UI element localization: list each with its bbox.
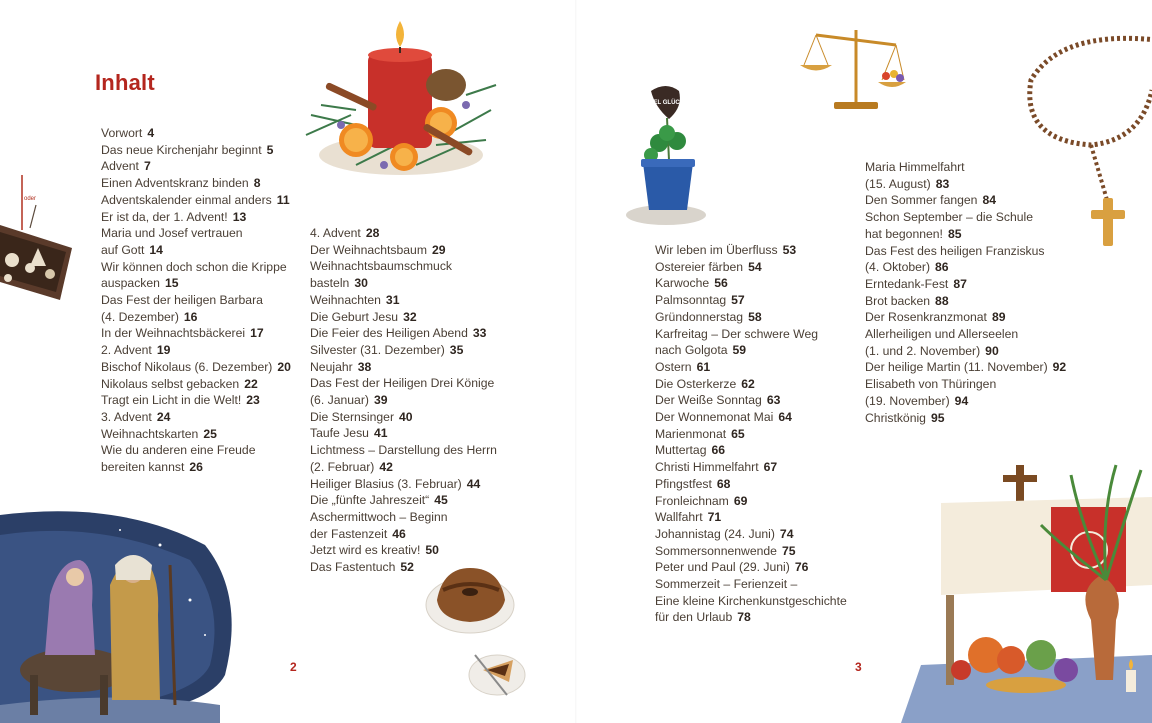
toc-entry[interactable] xyxy=(310,459,502,476)
toc-entry-title: nach Golgota xyxy=(655,343,728,358)
toc-entry[interactable] xyxy=(101,426,292,443)
toc-entry[interactable] xyxy=(310,359,502,376)
toc-entry-title: auf Gott xyxy=(101,242,145,257)
gugelhupf-cake-illustration xyxy=(425,560,530,705)
toc-entry-title: (4. Oktober) xyxy=(865,260,931,275)
toc-entry-title: Einen Adventskranz binden xyxy=(101,176,249,191)
toc-entry-page: 95 xyxy=(930,410,945,425)
toc-entry[interactable] xyxy=(101,376,292,393)
toc-entry-page: 35 xyxy=(449,342,464,357)
right-page xyxy=(576,0,1152,723)
toc-entry[interactable] xyxy=(101,125,292,142)
toc-entry[interactable] xyxy=(865,393,1066,410)
toc-entry-title: Die Osterkerze xyxy=(655,376,737,391)
toc-entry-title: (4. Dezember) xyxy=(101,309,179,324)
toc-entry-page: 74 xyxy=(779,526,794,541)
toc-entry-page: 28 xyxy=(365,226,380,240)
toc-entry-page: 66 xyxy=(711,443,726,458)
toc-entry-title: Allerheiligen und Allerseelen xyxy=(865,327,1019,342)
toc-entry-title: (19. November) xyxy=(865,393,950,408)
toc-entry-title: Weihnachten xyxy=(310,292,381,307)
toc-entry-page: 46 xyxy=(392,526,406,541)
toc-entry-title: Das Fest der heiligen Barbara xyxy=(101,293,263,308)
toc-entry-title: Maria und Josef vertrauen xyxy=(101,226,243,241)
toc-entry[interactable] xyxy=(865,259,1066,276)
toc-entry-title: Der Rosenkranzmonat xyxy=(865,310,987,325)
toc-entry-page: 32 xyxy=(403,309,417,324)
toc-entry-title: Bischof Nikolaus (6. Dezember) xyxy=(101,359,273,374)
toc-entry-page: 42 xyxy=(379,459,393,474)
toc-entry-page: 75 xyxy=(781,543,796,558)
toc-entry-title: der Fastenzeit xyxy=(310,526,388,541)
harvest-altar-illustration xyxy=(901,455,1152,723)
toc-entry-title: 3. Advent xyxy=(101,409,152,424)
toc-entry-page: 39 xyxy=(373,393,388,408)
toc-entry-page: 69 xyxy=(733,493,748,508)
toc-entry-title: Ostereier färben xyxy=(655,259,744,274)
toc-entry-title: (1. und 2. November) xyxy=(865,343,981,358)
toc-entry[interactable] xyxy=(655,426,852,443)
toc-entry-title: Er ist da, der 1. Advent! xyxy=(101,209,228,224)
lucky-clover-pot-illustration xyxy=(621,85,711,230)
toc-entry-page: 78 xyxy=(737,610,751,625)
toc-entry[interactable] xyxy=(310,492,502,509)
toc-entry-title: Die Sternsinger xyxy=(310,409,394,424)
toc-entry[interactable] xyxy=(310,292,502,309)
toc-entry-title: Das Fest des heiligen Franziskus xyxy=(865,243,1045,258)
toc-entry-title: Sommersonnenwende xyxy=(655,543,777,558)
toc-entry[interactable] xyxy=(655,442,852,459)
toc-entry-title: auspacken xyxy=(101,276,160,291)
holy-family-journey-illustration xyxy=(0,505,240,723)
toc-entry-title: Palmsonntag xyxy=(655,293,727,308)
toc-entry-title: (15. August) xyxy=(865,176,931,191)
toc-entry-page: 11 xyxy=(276,192,290,207)
toc-entry-page: 65 xyxy=(731,426,745,441)
toc-entry[interactable] xyxy=(655,326,852,343)
toc-entry[interactable] xyxy=(310,375,502,392)
toc-entry-title: 2. Advent xyxy=(101,343,152,358)
toc-entry-page: 23 xyxy=(246,393,260,408)
toc-entry-title: Nikolaus selbst gebacken xyxy=(101,376,240,391)
toc-entry-title: Christkönig xyxy=(865,410,926,425)
toc-entry[interactable] xyxy=(310,526,502,543)
toc-entry-page: 67 xyxy=(763,460,778,475)
toc-entry-title: Wir können doch schon die Krippe xyxy=(101,259,287,274)
toc-entry-title: Marienmonat xyxy=(655,426,727,441)
toc-entry[interactable] xyxy=(101,459,292,476)
toc-entry-title: Heiliger Blasius (3. Februar) xyxy=(310,476,462,491)
toc-entry[interactable] xyxy=(101,142,292,159)
toc-entry-title: Fronleichnam xyxy=(655,493,729,508)
toc-entry-title: Der heilige Martin (11. November) xyxy=(865,360,1048,375)
toc-entry[interactable] xyxy=(310,392,502,409)
toc-entry[interactable] xyxy=(310,325,502,342)
toc-entry-page: 89 xyxy=(991,310,1006,325)
toc-entry[interactable] xyxy=(655,476,852,493)
toc-entry-title: Das neue Kirchenjahr beginnt xyxy=(101,142,262,157)
toc-entry[interactable] xyxy=(310,309,502,326)
toc-entry-title: Gründonnerstag xyxy=(655,309,744,324)
toc-entry-title: Lichtmess – Darstellung des Herrn xyxy=(310,443,497,458)
toc-entry-page: 94 xyxy=(954,393,969,408)
toc-entry[interactable] xyxy=(101,359,292,376)
toc-entry-page: 58 xyxy=(748,309,762,324)
toc-entry[interactable] xyxy=(655,309,852,326)
toc-entry[interactable] xyxy=(310,476,502,493)
toc-entry-title: Das Fastentuch xyxy=(310,560,396,575)
toc-entry[interactable] xyxy=(865,276,1066,293)
toc-entry-title: Ostern xyxy=(655,359,692,374)
toc-entry-title: Wir leben im Überfluss xyxy=(655,243,778,257)
toc-entry-page: 63 xyxy=(766,393,781,408)
toc-entry-title: bereiten kannst xyxy=(101,460,185,475)
toc-entry[interactable] xyxy=(310,242,502,259)
toc-entry[interactable] xyxy=(101,309,292,326)
toc-entry-title: Eine kleine Kirchenkunstgeschichte xyxy=(655,593,847,608)
toc-entry-title: Peter und Paul (29. Juni) xyxy=(655,560,790,575)
toc-entry-title: Wallfahrt xyxy=(655,510,703,525)
svg-text:oder: oder xyxy=(24,196,37,202)
toc-entry-title: Karfreitag – Der schwere Weg xyxy=(655,326,819,341)
toc-entry[interactable] xyxy=(865,343,1066,360)
toc-entry[interactable] xyxy=(101,192,292,209)
toc-entry[interactable] xyxy=(101,325,292,342)
toc-entry[interactable] xyxy=(655,526,852,543)
toc-entry-page: 64 xyxy=(778,410,792,425)
toc-entry-page: 24 xyxy=(156,409,171,424)
toc-entry[interactable] xyxy=(865,159,1066,176)
toc-entry[interactable] xyxy=(310,342,502,359)
toc-entry-page: 92 xyxy=(1052,360,1067,375)
toc-entry-page: 44 xyxy=(466,476,481,491)
toc-entry-page: 15 xyxy=(164,276,179,291)
toc-entry-page: 30 xyxy=(354,276,368,291)
toc-entry[interactable] xyxy=(101,442,292,459)
toc-entry-page: 25 xyxy=(203,426,217,441)
toc-entry-page: 56 xyxy=(714,276,728,291)
toc-entry-page: 52 xyxy=(400,560,414,575)
toc-entry[interactable] xyxy=(865,243,1066,260)
toc-entry[interactable] xyxy=(655,409,852,426)
toc-entry-title: Die Geburt Jesu xyxy=(310,309,399,324)
toc-entry[interactable] xyxy=(655,392,852,409)
toc-entry[interactable] xyxy=(655,359,852,376)
toc-entry-title: Johannistag (24. Juni) xyxy=(655,526,775,541)
toc-entry-page: 88 xyxy=(935,293,949,308)
toc-entry[interactable] xyxy=(865,309,1066,326)
toc-entry-title: Karwoche xyxy=(655,276,710,291)
toc-entry[interactable] xyxy=(310,225,502,242)
toc-entry-title: Christi Himmelfahrt xyxy=(655,460,759,475)
toc-entry-page: 26 xyxy=(189,460,203,475)
toc-entry-page: 7 xyxy=(143,159,151,174)
toc-entry-title: Silvester (31. Dezember) xyxy=(310,342,445,357)
toc-entry-page: 20 xyxy=(277,359,291,374)
toc-entry-title: Weihnachtsbaumschmuck xyxy=(310,259,453,274)
toc-entry-title: Der Wonnemonat Mai xyxy=(655,410,774,425)
toc-entry[interactable] xyxy=(310,258,502,275)
toc-entry[interactable] xyxy=(865,209,1066,226)
toc-entry-title: basteln xyxy=(310,276,350,291)
toc-column-4 xyxy=(865,159,1066,426)
toc-entry-page: 59 xyxy=(732,343,747,358)
toc-entry-page: 38 xyxy=(357,359,372,374)
toc-entry[interactable] xyxy=(310,442,502,459)
toc-entry-page: 22 xyxy=(244,376,258,391)
toc-entry-title: Der Weihnachtsbaum xyxy=(310,242,427,257)
toc-entry-page: 83 xyxy=(935,176,950,191)
toc-entry-title: hat begonnen! xyxy=(865,226,943,241)
toc-entry-title: Weihnachtskarten xyxy=(101,426,199,441)
toc-entry[interactable] xyxy=(865,326,1066,343)
toc-entry-page: 68 xyxy=(716,476,731,491)
toc-entry-title: Aschermittwoch – Beginn xyxy=(310,509,448,524)
toc-entry-page: 57 xyxy=(731,293,745,308)
toc-entry-title: Elisabeth von Thüringen xyxy=(865,377,997,392)
toc-entry[interactable] xyxy=(865,293,1066,310)
toc-entry[interactable] xyxy=(655,459,852,476)
toc-entry[interactable] xyxy=(865,192,1066,209)
toc-entry-page: 62 xyxy=(741,376,755,391)
toc-entry-page: 50 xyxy=(425,543,439,558)
toc-entry-page: 31 xyxy=(385,292,400,307)
toc-entry-page: 41 xyxy=(373,426,388,441)
toc-entry-page: 19 xyxy=(156,343,171,358)
toc-entry[interactable] xyxy=(655,593,852,610)
toc-column-2 xyxy=(310,225,502,576)
toc-entry-title: Wie du anderen eine Freude xyxy=(101,443,256,458)
toc-entry[interactable] xyxy=(655,275,852,292)
left-page-number: 2 xyxy=(290,660,297,674)
toc-entry-page: 40 xyxy=(399,409,413,424)
toc-entry-title: Tragt ein Licht in die Welt! xyxy=(101,393,242,408)
toc-entry-title: Advent xyxy=(101,159,139,174)
toc-entry[interactable] xyxy=(310,542,502,559)
page-title: Inhalt xyxy=(95,70,155,95)
toc-entry[interactable] xyxy=(655,242,852,259)
toc-entry[interactable] xyxy=(655,609,852,626)
toc-entry[interactable] xyxy=(655,259,852,276)
toc-entry-page: 13 xyxy=(232,209,247,224)
toc-entry-title: Der Weiße Sonntag xyxy=(655,393,762,408)
toc-entry[interactable] xyxy=(101,275,292,292)
toc-entry-title: Erntedank-Fest xyxy=(865,276,949,291)
toc-entry-title: Den Sommer fangen xyxy=(865,193,978,208)
toc-entry-title: Vorwort xyxy=(101,126,143,140)
toc-entry-page: 61 xyxy=(696,359,711,374)
toc-entry-title: (2. Februar) xyxy=(310,459,375,474)
toc-entry-title: Schon September – die Schule xyxy=(865,210,1034,225)
toc-entry-title: Jetzt wird es kreativ! xyxy=(310,543,421,558)
toc-entry-title: (6. Januar) xyxy=(310,393,369,408)
toc-entry-title: Die Feier des Heiligen Abend xyxy=(310,326,468,341)
lucky-sign-text: VIEL GLÜCK xyxy=(647,100,685,106)
toc-entry[interactable] xyxy=(310,275,502,292)
toc-entry-title: In der Weihnachtsbäckerei xyxy=(101,326,246,341)
toc-entry-page: 33 xyxy=(472,326,487,341)
toc-column-3 xyxy=(655,242,852,626)
toc-entry[interactable] xyxy=(655,292,852,309)
toc-entry[interactable] xyxy=(865,359,1066,376)
toc-entry-title: Muttertag xyxy=(655,443,707,458)
toc-entry[interactable] xyxy=(310,509,502,526)
right-page-number: 3 xyxy=(855,660,862,674)
toc-entry-title: 4. Advent xyxy=(310,226,361,240)
toc-entry-page: 87 xyxy=(953,276,967,291)
toc-entry-page: 71 xyxy=(707,510,722,525)
toc-entry[interactable] xyxy=(865,410,1066,427)
baking-tray-illustration xyxy=(0,170,80,305)
toc-entry[interactable] xyxy=(655,559,852,576)
toc-entry-page: 76 xyxy=(794,560,809,575)
toc-entry-title: Neujahr xyxy=(310,359,353,374)
toc-entry-page: 17 xyxy=(250,326,264,341)
toc-entry[interactable] xyxy=(101,409,292,426)
toc-entry[interactable] xyxy=(865,176,1066,193)
toc-entry-page: 90 xyxy=(985,343,999,358)
toc-entry[interactable] xyxy=(101,209,292,226)
toc-entry-page: 86 xyxy=(935,260,949,275)
toc-entry[interactable] xyxy=(655,543,852,560)
toc-entry-page: 45 xyxy=(434,493,448,508)
toc-entry-page: 16 xyxy=(183,309,198,324)
toc-entry[interactable] xyxy=(101,225,292,242)
toc-entry[interactable] xyxy=(101,392,292,409)
toc-entry[interactable] xyxy=(101,175,292,192)
scales-of-justice-illustration xyxy=(796,20,906,115)
toc-entry-page: 5 xyxy=(266,142,274,157)
toc-entry[interactable] xyxy=(655,576,852,593)
toc-entry-title: Sommerzeit – Ferienzeit – xyxy=(655,577,798,592)
toc-entry[interactable] xyxy=(310,425,502,442)
toc-entry[interactable] xyxy=(101,292,292,309)
toc-entry-page: 4 xyxy=(147,126,155,140)
toc-entry-title: Taufe Jesu xyxy=(310,426,369,441)
toc-entry[interactable] xyxy=(310,409,502,426)
toc-entry[interactable] xyxy=(101,242,292,259)
toc-entry-page: 84 xyxy=(982,193,997,208)
toc-entry[interactable] xyxy=(655,493,852,510)
toc-entry[interactable] xyxy=(865,376,1066,393)
toc-entry-title: für den Urlaub xyxy=(655,610,733,625)
toc-entry-page: 85 xyxy=(947,226,962,241)
toc-entry-title: Pfingstfest xyxy=(655,476,712,491)
toc-entry[interactable] xyxy=(101,259,292,276)
toc-entry-title: Das Fest der Heiligen Drei Könige xyxy=(310,376,495,391)
toc-entry-title: Die „fünfte Jahreszeit“ xyxy=(310,493,430,508)
toc-entry[interactable] xyxy=(101,158,292,175)
toc-entry[interactable] xyxy=(865,226,1066,243)
toc-entry-page: 8 xyxy=(253,176,261,191)
toc-entry-title: Brot backen xyxy=(865,293,931,308)
toc-entry-title: Adventskalender einmal anders xyxy=(101,192,272,207)
toc-entry-page: 14 xyxy=(149,242,163,257)
toc-entry-page: 53 xyxy=(782,243,797,257)
toc-entry[interactable] xyxy=(101,342,292,359)
advent-candle-illustration xyxy=(296,15,501,190)
toc-entry-title: Maria Himmelfahrt xyxy=(865,160,965,174)
toc-column-1 xyxy=(101,125,292,476)
toc-entry[interactable] xyxy=(655,342,852,359)
toc-entry[interactable] xyxy=(655,509,852,526)
toc-entry[interactable] xyxy=(655,376,852,393)
toc-entry-page: 54 xyxy=(748,259,762,274)
toc-entry-page: 29 xyxy=(431,242,446,257)
